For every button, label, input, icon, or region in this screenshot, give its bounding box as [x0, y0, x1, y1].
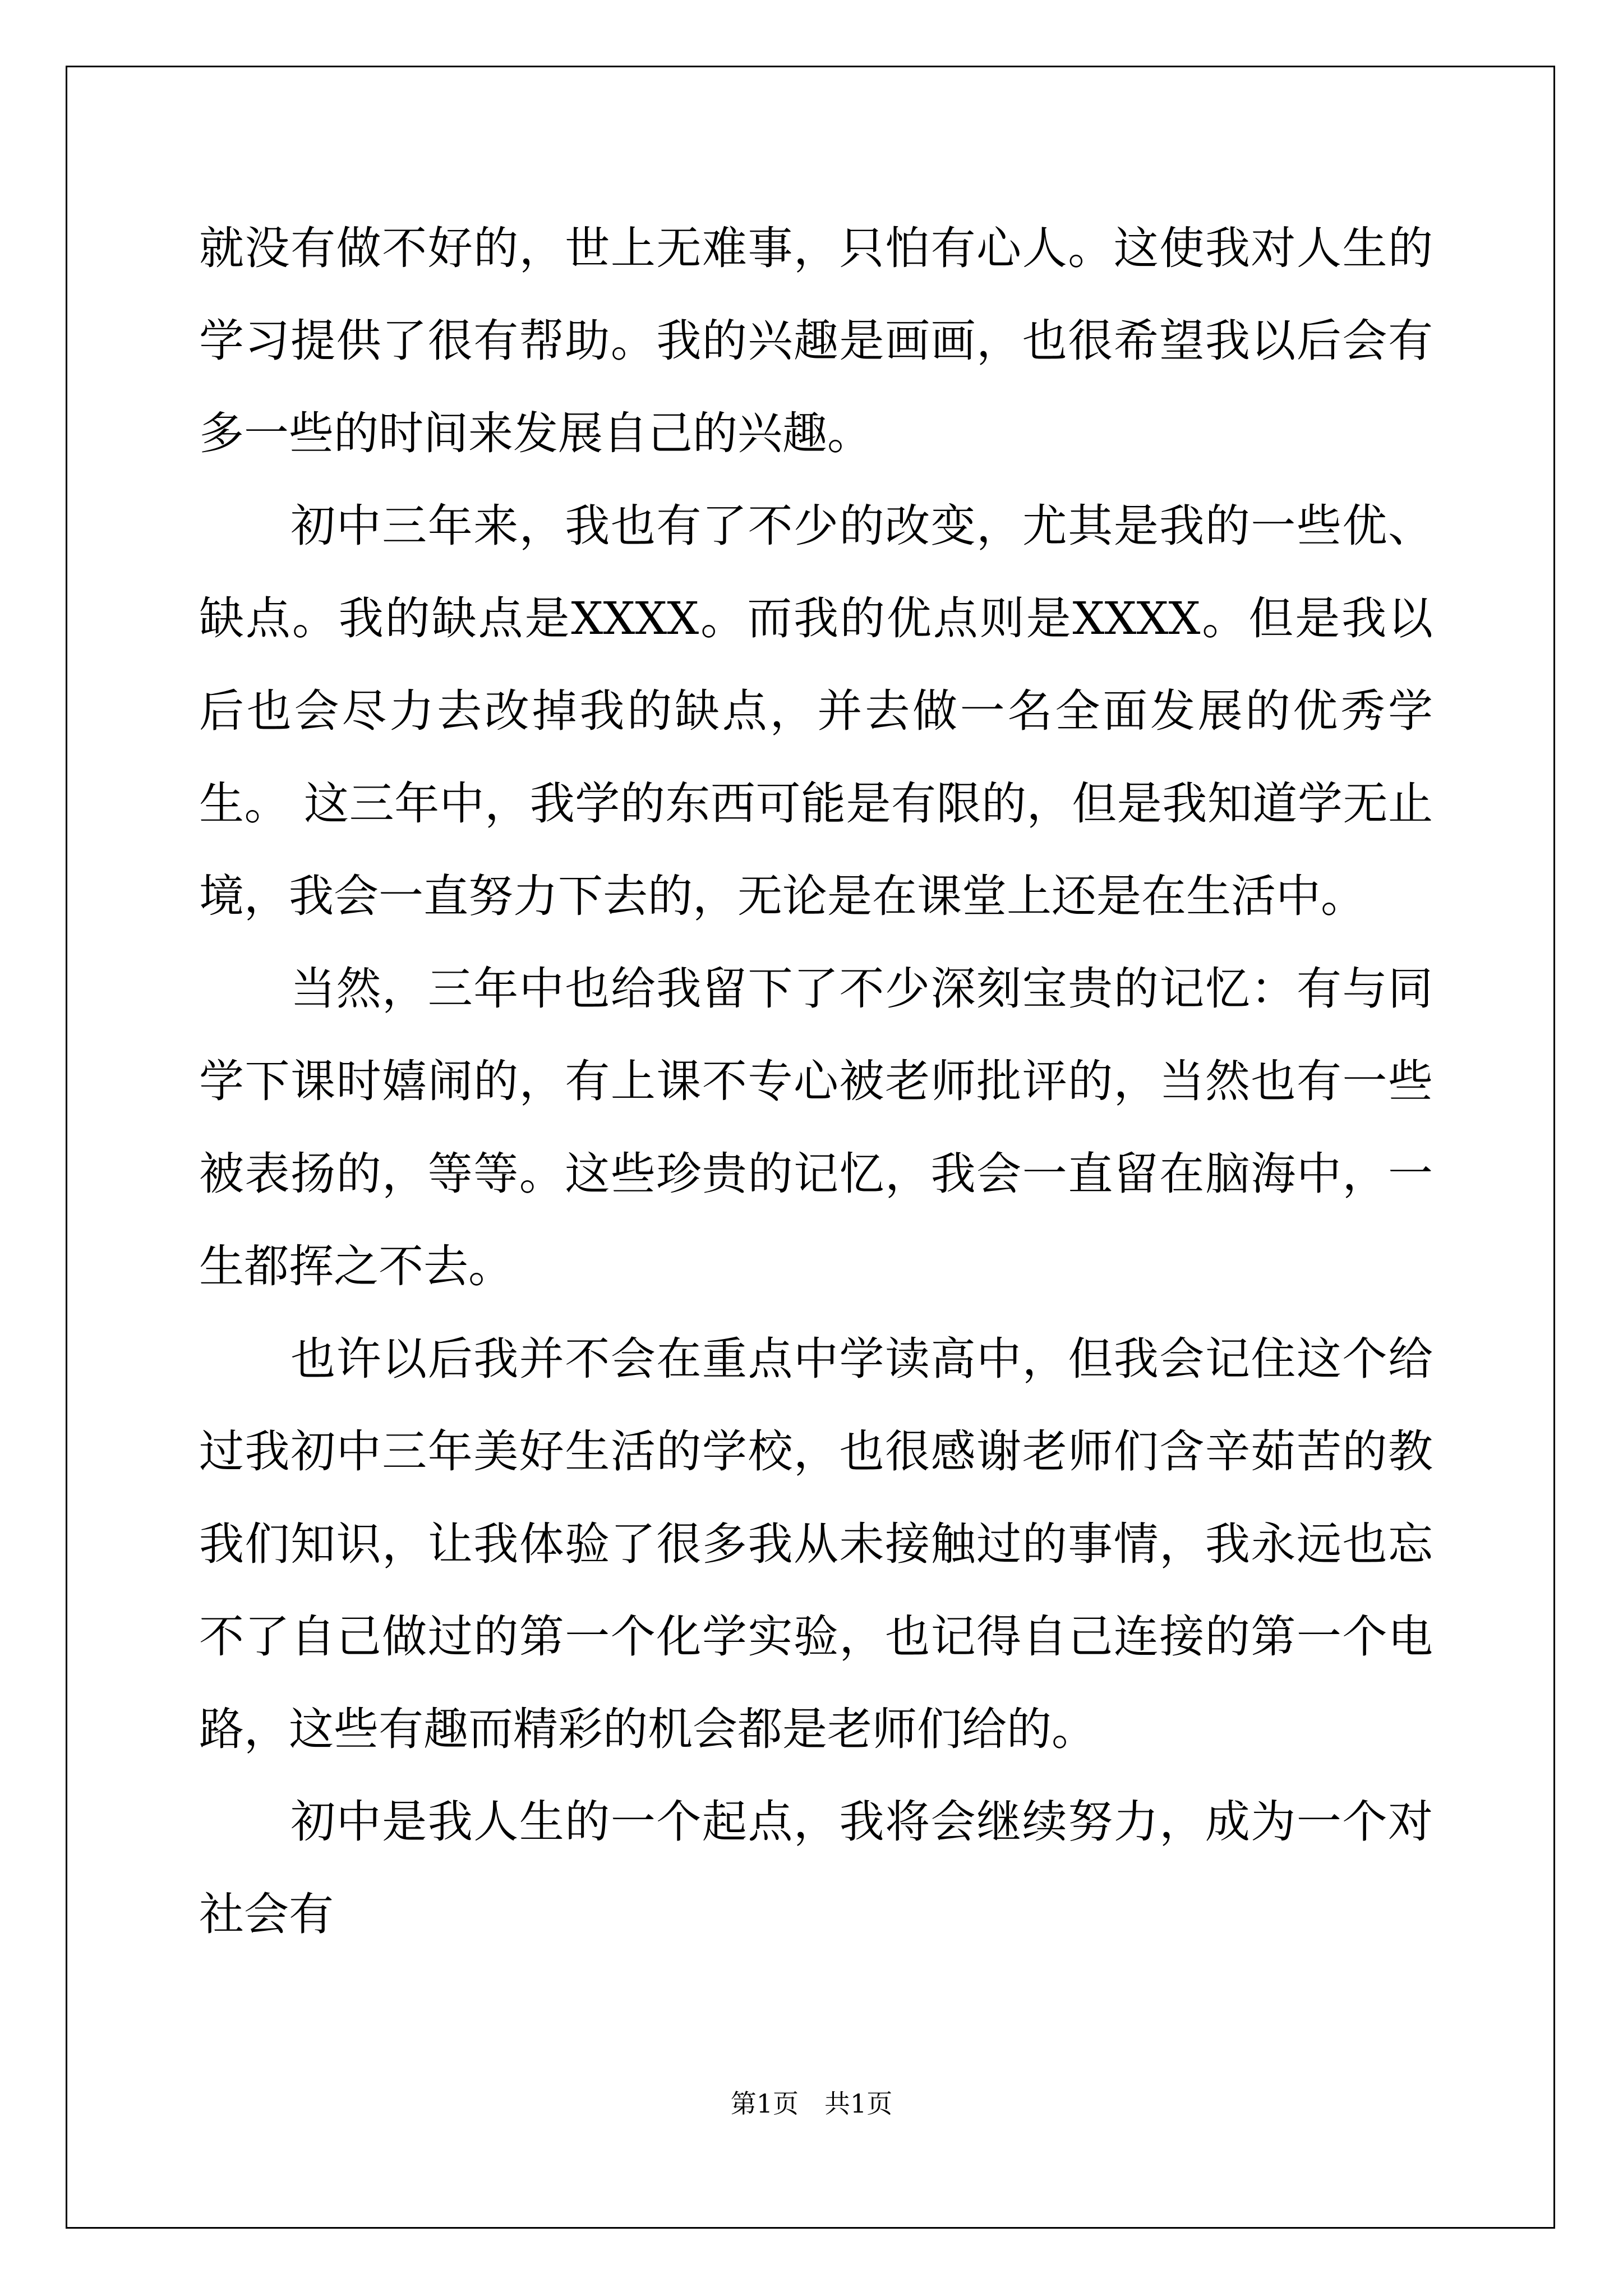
paragraph-3: 当然，三年中也给我留下了不少深刻宝贵的记忆：有与同学下课时嬉闹的，有上课不专心被老师批评的，当然也有一些被表扬的，等等。这些珍贵的记忆，我会一直留在脑海中，一生都挥之不去。	[199, 963, 1433, 1292]
paragraph-1: 就没有做不好的，世上无难事，只怕有心人。这使我对人生的学习提供了很有帮助。我的兴趣是画画，也很希望我以后会有多一些的时间来发展自己的兴趣。	[199, 222, 1433, 459]
paragraph-5: 初中是我人生的一个起点，我将会继续努力，成为一个对社会有	[199, 1796, 1433, 1940]
paragraph-4: 也许以后我并不会在重点中学读高中，但我会记住这个给过我初中三年美好生活的学校，也很感谢老师们含辛茹苦的教我们知识，让我体验了很多我从未接触过的事情，我永远也忘不了自己做过的第一个化学实验，也记得自己连接的第一个电路，这些有趣而精彩的机会都是老师们给的。	[199, 1333, 1433, 1755]
paragraph-2: 初中三年来，我也有了不少的改变，尤其是我的一些优、缺点。我的缺点是XXXX。而我的优点则是XXXX。但是我以后也会尽力去改掉我的缺点，并去做一名全面发展的优秀学生。 这三年中，我学的东西可能是有限的，但是我知道学无止境，我会一直努力下去的，无论是在课堂上还是在生活中。	[199, 500, 1433, 922]
page-footer: 第1页 共1页	[730, 2088, 893, 2119]
document-body	[199, 202, 1433, 1961]
